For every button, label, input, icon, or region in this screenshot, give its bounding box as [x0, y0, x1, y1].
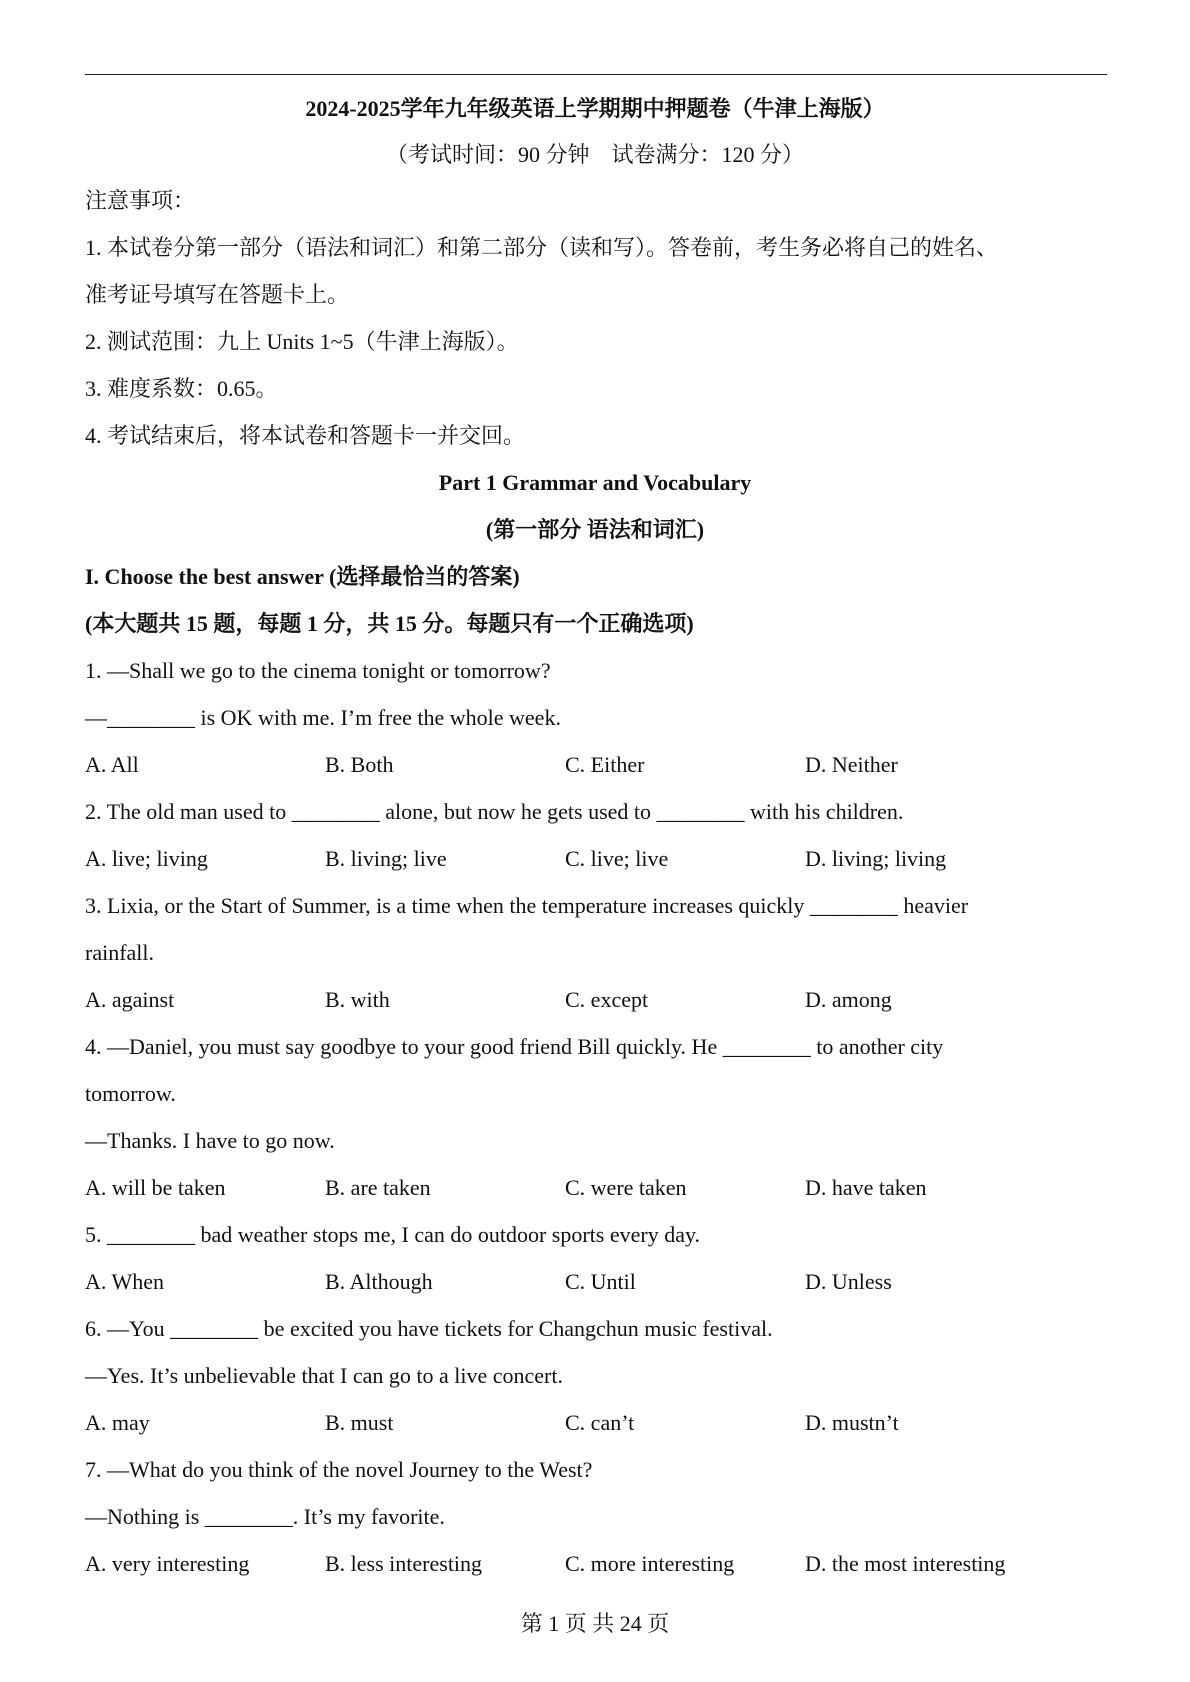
option-d: D. living; living — [805, 846, 947, 871]
question-3-line: 3. Lixia, or the Start of Summer, is a time when the temperature increases quickly ________ heavier — [85, 893, 969, 918]
question-1-line: —________ is OK with me. I’m free the whole week. — [85, 705, 561, 730]
document-title: 2024-2025学年九年级英语上学期期中押题卷（牛津上海版） — [305, 96, 885, 121]
option-c: C. except — [565, 987, 649, 1012]
note-item-1: 1. 本试卷分第一部分（语法和词汇）和第二部分（读和写）。答卷前，考生务必将自己的姓名、 — [85, 235, 999, 260]
question-4-line: tomorrow. — [85, 1081, 176, 1106]
question-7-options — [85, 1549, 1045, 1579]
option-a: A. very interesting — [85, 1551, 250, 1576]
header-rule — [85, 74, 1107, 75]
option-c: C. Either — [565, 752, 645, 777]
option-c: C. can’t — [565, 1410, 635, 1435]
question-6-options — [85, 1408, 1045, 1438]
question-3-line: rainfall. — [85, 940, 155, 965]
section-instruction: (本大题共 15 题，每题 1 分，共 15 分。每题只有一个正确选项) — [85, 611, 694, 636]
option-d: D. have taken — [805, 1175, 927, 1200]
page-footer: 第 1 页 共 24 页 — [520, 1611, 670, 1636]
question-5-options — [85, 1267, 1045, 1297]
note-item-3: 3. 难度系数：0.65。 — [85, 376, 278, 401]
notes-heading: 注意事项： — [85, 188, 196, 213]
question-2-options — [85, 844, 1045, 874]
question-7-line: 7. —What do you think of the novel Journey to the West? — [85, 1457, 593, 1482]
option-d: D. mustn’t — [805, 1410, 899, 1435]
option-c: C. live; live — [565, 846, 669, 871]
part-title-cn: (第一部分 语法和词汇) — [485, 517, 705, 542]
section-title: I. Choose the best answer (选择最恰当的答案) — [85, 564, 520, 589]
question-3-options — [85, 985, 1045, 1015]
option-b: B. less interesting — [325, 1551, 483, 1576]
option-a: A. will be taken — [85, 1175, 226, 1200]
question-6-line: 6. —You ________ be excited you have tickets for Changchun music festival. — [85, 1316, 773, 1341]
option-b: B. Although — [325, 1269, 433, 1294]
question-4-line: 4. —Daniel, you must say goodbye to your good friend Bill quickly. He ________ to another city — [85, 1034, 944, 1059]
note-item-1-cont: 准考证号填写在答题卡上。 — [85, 282, 350, 307]
part-title: Part 1 Grammar and Vocabulary — [438, 470, 752, 495]
option-a: A. against — [85, 987, 175, 1012]
option-c: C. Until — [565, 1269, 636, 1294]
option-d: D. Neither — [805, 752, 898, 777]
question-7-line: —Nothing is ________. It’s my favorite. — [85, 1504, 445, 1529]
option-b: B. with — [325, 987, 390, 1012]
option-b: B. Both — [325, 752, 394, 777]
option-b: B. living; live — [325, 846, 447, 871]
option-d: D. the most interesting — [805, 1551, 1006, 1576]
exam-info: （考试时间：90 分钟 试卷满分：120 分） — [385, 142, 804, 167]
option-b: B. must — [325, 1410, 394, 1435]
question-4-options — [85, 1173, 1045, 1203]
question-2-line: 2. The old man used to ________ alone, but now he gets used to ________ with his children. — [85, 799, 904, 824]
question-4-line: —Thanks. I have to go now. — [85, 1128, 335, 1153]
question-1-line: 1. —Shall we go to the cinema tonight or tomorrow? — [85, 658, 551, 683]
question-5-line: 5. ________ bad weather stops me, I can do outdoor sports every day. — [85, 1222, 701, 1247]
question-1-options — [85, 750, 1045, 780]
option-c: C. more interesting — [565, 1551, 735, 1576]
option-a: A. When — [85, 1269, 165, 1294]
option-d: D. Unless — [805, 1269, 892, 1294]
question-6-line: —Yes. It’s unbelievable that I can go to a live concert. — [85, 1363, 563, 1388]
note-item-4: 4. 考试结束后，将本试卷和答题卡一并交回。 — [85, 423, 526, 448]
option-a: A. All — [85, 752, 139, 777]
option-b: B. are taken — [325, 1175, 431, 1200]
option-a: A. live; living — [85, 846, 208, 871]
option-c: C. were taken — [565, 1175, 687, 1200]
note-item-2: 2. 测试范围：九上 Units 1~5（牛津上海版）。 — [85, 329, 519, 354]
option-d: D. among — [805, 987, 892, 1012]
option-a: A. may — [85, 1410, 150, 1435]
